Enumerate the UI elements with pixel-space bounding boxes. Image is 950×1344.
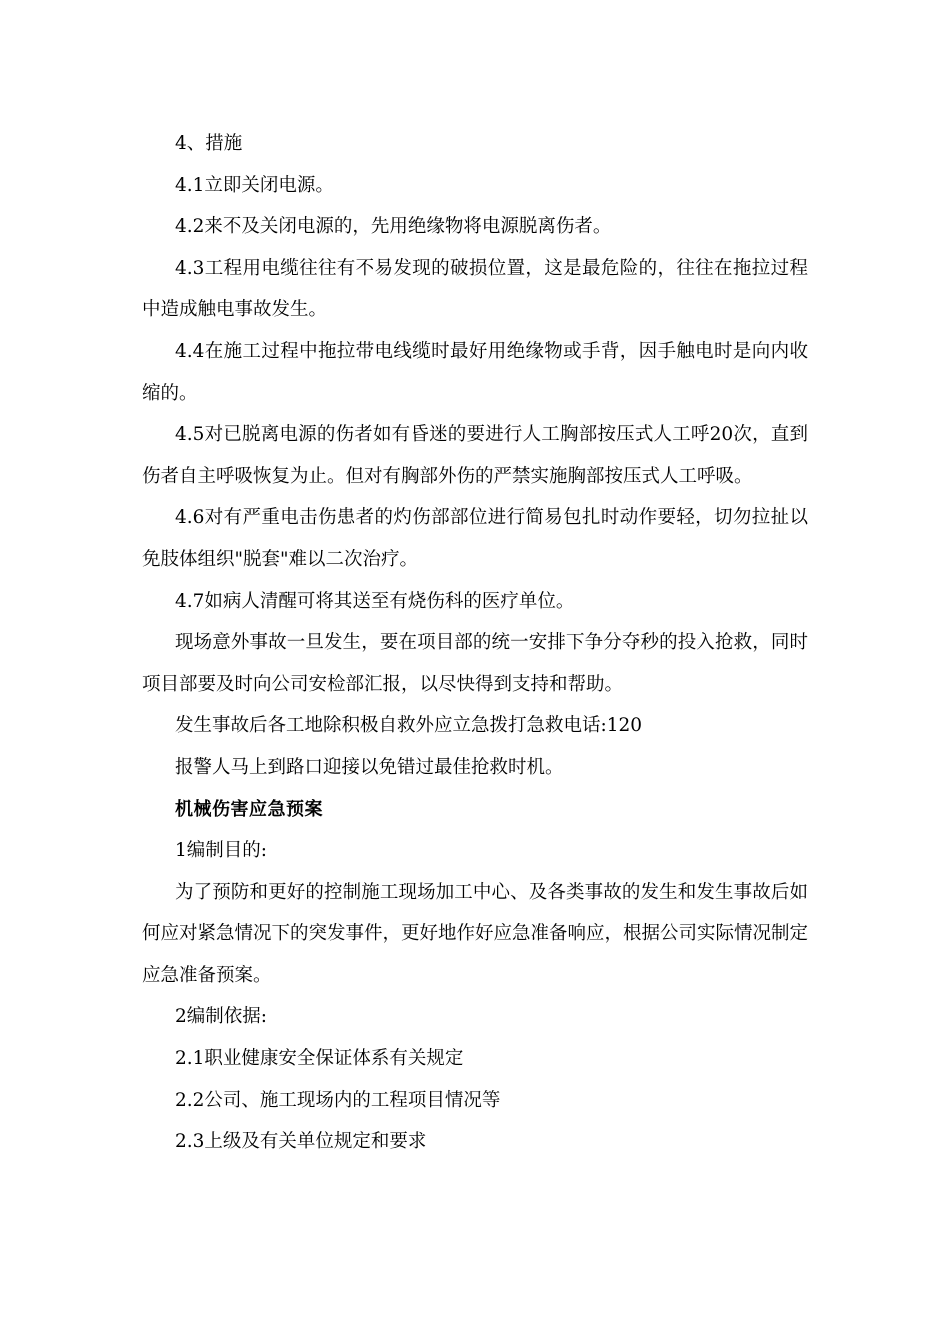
section-title-mechanical-injury-plan: 机械伤害应急预案: [175, 798, 323, 820]
document-body: [142, 123, 808, 1163]
paragraph-on-site-accident: 现场意外事故一旦发生，要在项目部的统一安排下争分夺秒的投入抢救，同时项目部要及时向公司安检部汇报，以尽快得到支持和帮助。: [142, 632, 808, 695]
paragraph-emergency-call: 发生事故后各工地除积极自救外应立急拨打急救电话:120: [175, 715, 643, 737]
paragraph-2-basis: 2编制依据:: [175, 1006, 268, 1028]
paragraph-2-3: 2.3上级及有关单位规定和要求: [175, 1131, 427, 1153]
paragraph-2-2: 2.2公司、施工现场内的工程项目情况等: [175, 1089, 501, 1111]
paragraph-1-purpose: 1编制目的:: [175, 840, 268, 862]
paragraph-4-2: 4.2来不及关闭电源的，先用绝缘物将电源脱离伤者。: [175, 216, 612, 238]
section-heading-measures: 4、措施: [175, 133, 243, 154]
paragraph-2-1: 2.1职业健康安全保证体系有关规定: [175, 1048, 464, 1070]
paragraph-4-4: 4.4在施工过程中拖拉带电线缆时最好用绝缘物或手背，因手触电时是向内收缩的。: [142, 340, 808, 404]
paragraph-4-6: 4.6对有严重电击伤患者的灼伤部部位进行简易包扎时动作要轻，切勿拉扯以免肢体组织"脱套"难以二次治疗。: [142, 507, 808, 570]
paragraph-4-1: 4.1立即关闭电源。: [175, 174, 334, 196]
paragraph-4-3: 4.3工程用电缆往往有不易发现的破损位置，这是最危险的，往往在拖拉过程中造成触电事故发生。: [142, 257, 808, 321]
paragraph-4-5: 4.5对已脱离电源的伤者如有昏迷的要进行人工胸部按压式人工呼20次，直到伤者自主呼吸恢复为止。但对有胸部外伤的严禁实施胸部按压式人工呼吸。: [142, 424, 808, 487]
paragraph-purpose-body: 为了预防和更好的控制施工现场加工中心、及各类事故的发生和发生事故后如何应对紧急情况下的突发事件，更好地作好应急准备响应，根据公司实际情况制定应急准备预案。: [142, 881, 809, 986]
paragraph-meet-at-intersection: 报警人马上到路口迎接以免错过最佳抢救时机。: [175, 756, 564, 778]
paragraph-4-7: 4.7如病人清醒可将其送至有烧伤科的医疗单位。: [175, 590, 575, 612]
